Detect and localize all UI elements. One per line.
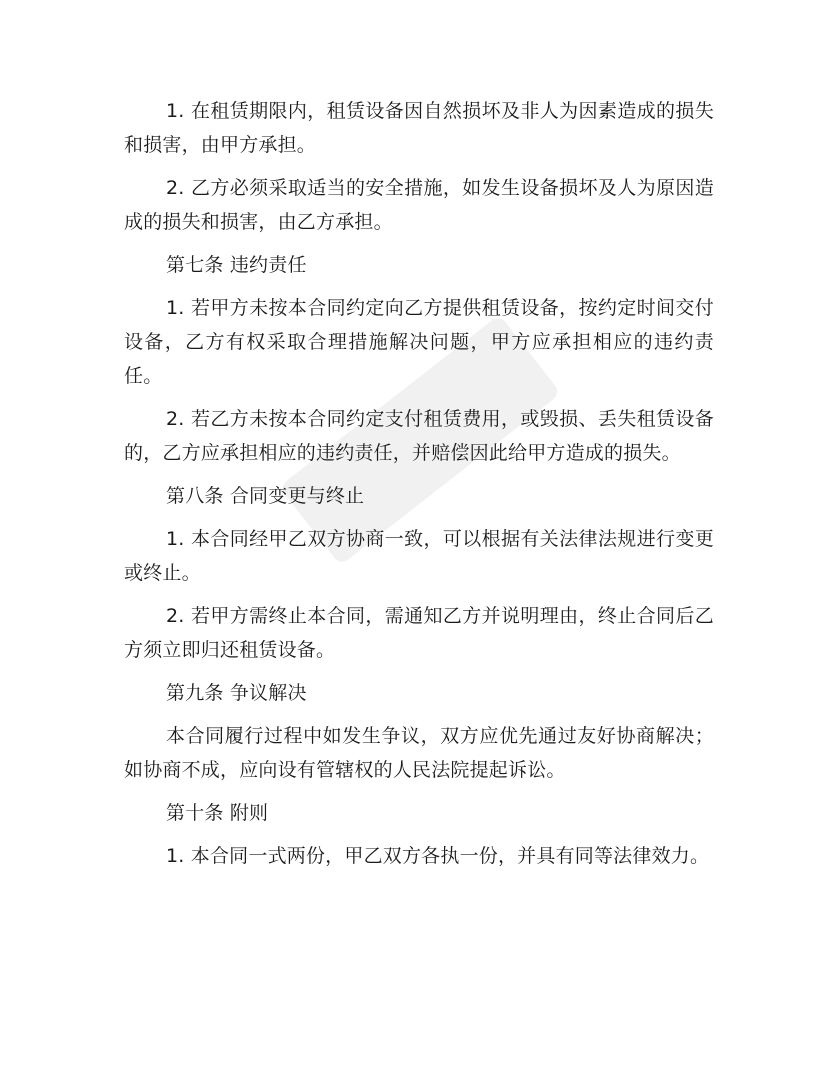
article-heading: 第十条 附则: [166, 802, 269, 824]
clause-paragraph: 1. 本合同一式两份，甲乙双方各执一份，并具有同等法律效力。: [166, 845, 710, 867]
clause-paragraph: 本合同履行过程中如发生争议，双方应优先通过友好协商解决；如协商不成，应向设有管辖权的人民法院提起诉讼。: [124, 725, 714, 781]
clause-paragraph: 2. 乙方必须采取适当的安全措施，如发生设备损坏及人为原因造成的损失和损害，由乙方承担。: [124, 177, 714, 233]
document-body: [124, 94, 714, 882]
article-heading: 第七条 违约责任: [166, 254, 307, 276]
clause-paragraph: 1. 本合同经甲乙双方协商一致，可以根据有关法律法规进行变更或终止。: [124, 528, 714, 584]
clause-paragraph: 2. 若甲方需终止本合同，需通知乙方并说明理由，终止合同后乙方须立即归还租赁设备。: [124, 605, 714, 661]
clause-paragraph: 1. 若甲方未按本合同约定向乙方提供租赁设备，按约定时间交付设备，乙方有权采取合理措施解决问题，甲方应承担相应的违约责任。: [124, 297, 714, 387]
clause-paragraph: 2. 若乙方未按本合同约定支付租赁费用，或毁损、丢失租赁设备的，乙方应承担相应的违约责任，并赔偿因此给甲方造成的损失。: [124, 408, 714, 464]
article-heading: 第九条 争议解决: [166, 682, 307, 704]
article-heading: 第八条 合同变更与终止: [166, 485, 365, 507]
clause-paragraph: 1. 在租赁期限内，租赁设备因自然损坏及非人为因素造成的损失和损害，由甲方承担。: [124, 100, 714, 156]
